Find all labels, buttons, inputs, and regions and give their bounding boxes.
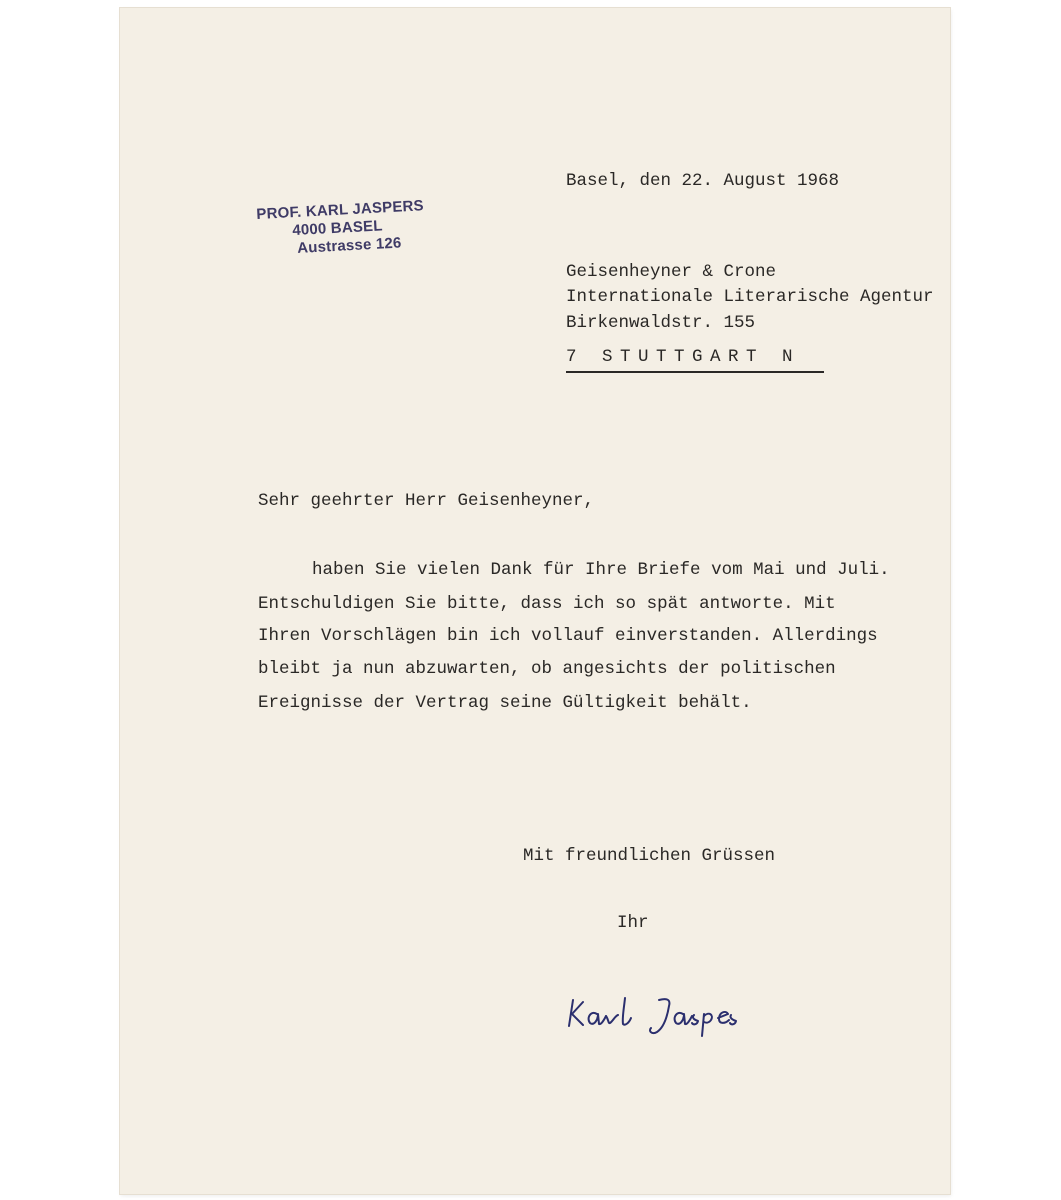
- address-stamp: [256, 197, 426, 260]
- recipient-line-1: Geisenheyner & Crone: [566, 262, 777, 282]
- body-line: haben Sie vielen Dank für Ihre Briefe vom Mai und Juli.: [312, 560, 890, 580]
- body-line: bleibt ja nun abzuwarten, ob angesichts der politischen: [258, 659, 836, 679]
- body-line: Ihren Vorschlägen bin ich vollauf einverstanden. Allerdings: [258, 626, 878, 646]
- handwritten-signature: [563, 990, 763, 1040]
- stamp-line-street: Austrasse 126: [296, 234, 402, 257]
- recipient-line-3: Birkenwaldstr. 155: [566, 313, 756, 333]
- recipient-underline: [566, 371, 824, 373]
- stamp-line-city: 4000 BASEL: [291, 217, 384, 240]
- body-line: Entschuldigen Sie bitte, dass ich so spät antworte. Mit: [258, 594, 836, 614]
- date-line: Basel, den 22. August 1968: [566, 171, 840, 191]
- body-line: Ereignisse der Vertrag seine Gültigkeit behält.: [258, 693, 752, 713]
- closing: Mit freundlichen Grüssen: [523, 846, 776, 866]
- stamp-line-name: PROF. KARL JASPERS: [256, 197, 425, 223]
- recipient-line-2: Internationale Literarische Agentur: [566, 287, 934, 307]
- closing-ihr: Ihr: [617, 913, 649, 933]
- recipient-line-4: 7 STUTTGART N: [566, 347, 801, 367]
- salutation: Sehr geehrter Herr Geisenheyner,: [258, 491, 595, 511]
